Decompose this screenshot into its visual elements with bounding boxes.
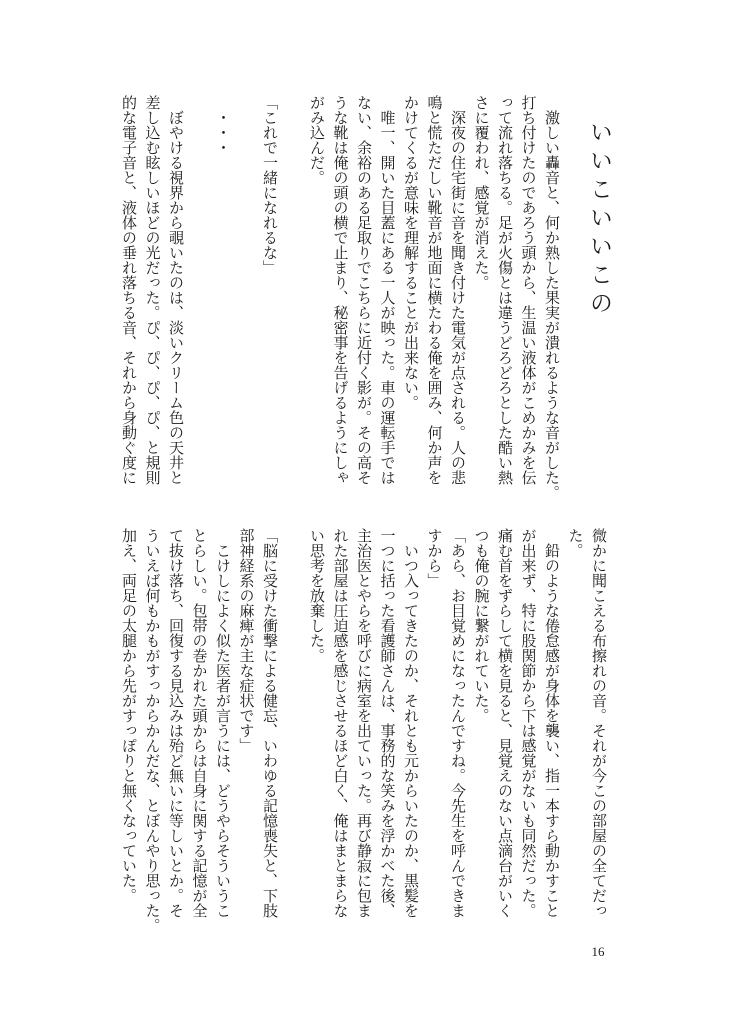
text-line: 深夜の住宅街に音を聞き付けた電気が点される。人の悲 bbox=[449, 95, 467, 485]
text-line: 一つに括った看護師さんは、事務的な笑みを浮かべた後、 bbox=[378, 528, 397, 918]
text-line: がみ込んだ。 bbox=[308, 95, 326, 185]
text-line bbox=[281, 528, 305, 928]
upper-text-block bbox=[116, 95, 612, 500]
text-line: れた部屋は圧迫感を感じさせるほど白く、俺はまとまらな bbox=[331, 528, 350, 918]
text-line: ない、余裕のある足取りでこちらに近付く影が。その高そ bbox=[355, 95, 373, 485]
text-line: 痛む首をずらして横を見ると、見覚えのない点滴台がいく bbox=[496, 528, 514, 918]
text-line: 唯一、開いた目蓋にある一人が映った。車の運転手では bbox=[378, 95, 397, 485]
text-line: 的な電子音と、液体の垂れ落ちる音、それから身動ぐ度に bbox=[120, 95, 138, 485]
text-line: ぼやける視界から覗いたのは、淡いクリーム色の天井と bbox=[167, 95, 185, 485]
chapter-title: いいこいいこの bbox=[586, 120, 612, 320]
text-line bbox=[563, 95, 587, 495]
text-line: た。 bbox=[566, 528, 585, 558]
text-line: 打ち付けたのであろう頭から、生温い液体がこめかみを伝 bbox=[519, 95, 538, 485]
text-line: うな靴は俺の頭の横で止まり、秘密事を告げるようにしゃ bbox=[331, 95, 350, 485]
text-line: つも俺の腕に繋がれていた。 bbox=[472, 528, 491, 723]
text-line: 部神経系の麻痺が主な症状です」 bbox=[237, 528, 256, 753]
lower-text-block bbox=[116, 528, 610, 933]
text-line: すから」 bbox=[425, 528, 444, 588]
text-line: 「脳に受けた衝撃による健忘、いわゆる記憶喪失と、下肢 bbox=[261, 528, 279, 918]
text-line: 主治医とやらを呼びに病室を出ていった。再び静寂に包ま bbox=[355, 528, 373, 918]
text-line: こけしによく似た医者が言うには、どうやらそういうこ bbox=[214, 528, 232, 918]
text-line: が出来ず、特に股関節から下は感覚がないも同然だった。 bbox=[519, 528, 538, 918]
text-line: 鳴と慌ただしい靴音が地面に横たわる俺を囲み、何か声を bbox=[425, 95, 444, 485]
text-line bbox=[234, 95, 258, 495]
page-number: 16 bbox=[591, 944, 605, 959]
text-line: さに覆われ、感覚が消えた。 bbox=[472, 95, 491, 290]
text-line: 加え、両足の太腿から先がすっぽりと無くなっていた。 bbox=[120, 528, 138, 903]
text-line: 鉛のような倦怠感が身体を襲い、指一本すら動かすこと bbox=[543, 528, 561, 918]
text-line: 「あら、お目覚めになったんですね。今先生を呼んできま bbox=[449, 528, 467, 918]
text-line: 「これで一緒になれるな」 bbox=[261, 95, 279, 275]
text-line: とらしい。包帯の巻かれた頭からは自身に関する記憶が全 bbox=[190, 528, 209, 918]
text-line: いつ入ってきたのか、それとも元からいたのか、黒髪を bbox=[402, 528, 420, 918]
text-line: 激しい轟音と、何か熟した果実が潰れるような音がした。 bbox=[543, 95, 561, 500]
text-line bbox=[281, 95, 305, 495]
text-line: ういえば何もかもがすっからかんだな、とぼんやり思った。 bbox=[143, 528, 162, 933]
text-line: て抜け落ち、回復する見込みは殆ど無いに等しいとか。そ bbox=[167, 528, 185, 918]
text-line: い思考を放棄した。 bbox=[308, 528, 326, 663]
text-line: 微かに聞こえる布擦れの音。それが今この部屋の全てだっ bbox=[590, 528, 608, 918]
text-line: かけてくるが意味を理解することが出来ない。 bbox=[402, 95, 420, 410]
text-line: 差し込む眩しいほどの光だった。ぴ、ぴ、ぴ、ぴ、と規則 bbox=[143, 95, 162, 485]
text-line: って流れ落ちる。足が火傷とは違うどろどろとした酷い熱 bbox=[496, 95, 514, 485]
text-line bbox=[187, 95, 211, 495]
text-line: ・・・ bbox=[214, 95, 232, 155]
